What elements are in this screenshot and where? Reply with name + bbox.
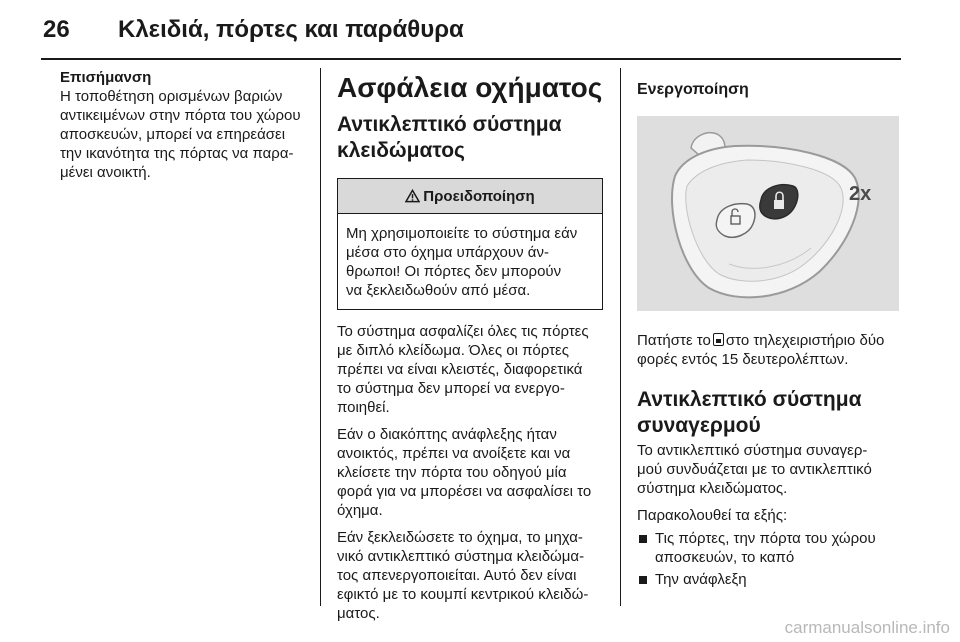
paragraph-line: νικό αντικλεπτικό σύστημα κλειδώμα- [337, 548, 585, 565]
alarm-line: σύστημα κλειδώματος. [637, 480, 788, 497]
instruction-text: στο τηλεχειριστήριο δύο [725, 332, 885, 349]
alarm-heading: Αντικλεπτικό σύστημα συναγερμού [637, 388, 862, 437]
list-item [637, 570, 917, 589]
paragraph-line: κλείσετε την πόρτα του οδηγού μία [337, 464, 567, 481]
list-item-text: αποσκευών, το καπό [655, 549, 795, 566]
list-item [637, 529, 917, 567]
paragraph-line: με διπλό κλείδωμα. Όλες οι πόρτες [337, 342, 569, 359]
note-line: αποσκευών, μπορεί να επηρεάσει [60, 126, 286, 143]
warning-line: να ξεκλειδωθούν από μέσα. [346, 282, 531, 299]
column-right [637, 80, 917, 592]
monitor-list [637, 529, 917, 589]
warning-header [338, 179, 602, 214]
alarm-line: μού συνδυάζεται με το αντικλεπτικό [637, 461, 872, 478]
warning-line: θρωποι! Οι πόρτες δεν μπορούν [346, 263, 562, 280]
warning-icon [405, 189, 420, 203]
paragraph-line: Εάν ο διακόπτης ανάφλεξης ήταν [337, 426, 557, 443]
key-fob-illustration [637, 116, 899, 311]
instruction-line: φορές εντός 15 δευτερολέπτων. [637, 351, 849, 368]
page-number: 26 [43, 16, 70, 43]
warning-box [337, 178, 603, 310]
list-item-text: Τις πόρτες, την πόρτα του χώρου [655, 530, 876, 547]
paragraph [337, 528, 605, 623]
paragraph [337, 322, 605, 417]
figure-label: 2x [849, 183, 872, 205]
note-line: μένει ανοικτή. [60, 164, 151, 181]
column-middle [337, 72, 605, 623]
paragraph [337, 425, 605, 520]
column-left [60, 68, 310, 182]
alarm-line: Το αντικλεπτικό σύστημα συναγερ- [637, 442, 868, 459]
section-heading: Ασφάλεια οχήματος [337, 72, 603, 103]
key-fob-figure [637, 116, 899, 311]
note-title: Επισήμανση [60, 69, 152, 86]
instruction-text: Πατήστε το [637, 332, 711, 349]
warning-line: Μη χρησιμοποιείτε το σύστημα εάν [346, 225, 578, 242]
activation-instructions [637, 331, 917, 369]
lock-button-icon [713, 333, 724, 346]
note-line: Η τοποθέτηση ορισμένων βαριών [60, 88, 283, 105]
header-rule [41, 58, 901, 60]
paragraph-line: ποιηθεί. [337, 399, 390, 416]
paragraph-line: Εάν ξεκλειδώσετε το όχημα, το μηχα- [337, 529, 583, 546]
activation-title: Ενεργοποίηση [637, 81, 749, 98]
paragraph-line: εφικτό με το κουμπί κεντρικού κλειδώ- [337, 586, 589, 603]
alarm-description [637, 441, 917, 498]
paragraph-line: φορά για να μπορέσει να ασφαλίσει το [337, 483, 592, 500]
warning-text [338, 214, 602, 309]
paragraph-line: όχημα. [337, 502, 383, 519]
note-line: την ικανότητα της πόρτας να παρα- [60, 145, 294, 162]
note-line: αντικειμένων στην πόρτα του χώρου [60, 107, 301, 124]
paragraph-line: το σύστημα δεν μπορεί να ενεργο- [337, 380, 565, 397]
column-divider [620, 68, 621, 606]
warning-title: Προειδοποίηση [423, 187, 535, 205]
paragraph-line: Το σύστημα ασφαλίζει όλες τις πόρτες [337, 323, 589, 340]
page-header [0, 0, 960, 58]
note-text [60, 87, 310, 182]
page-title: Κλειδιά, πόρτες και παράθυρα [118, 16, 464, 43]
column-divider [320, 68, 321, 606]
monitor-intro: Παρακολουθεί τα εξής: [637, 507, 788, 524]
paragraph-line: ανοικτός, πρέπει να ανοίξετε και να [337, 445, 571, 462]
watermark: carmanualsonline.info [784, 618, 950, 637]
section-subheading: Αντικλεπτικό σύστημα κλειδώματος [337, 113, 562, 162]
list-item-text: Την ανάφλεξη [655, 571, 747, 588]
instruction-line [637, 331, 917, 350]
paragraph-line: τος απενεργοποιείται. Αυτό δεν είναι [337, 567, 577, 584]
warning-line: μέσα στο όχημα υπάρχουν άν- [346, 244, 549, 261]
paragraph-line: ματος. [337, 605, 380, 622]
paragraph-line: πρέπει να είναι κλειστές, διαφορετικά [337, 361, 583, 378]
